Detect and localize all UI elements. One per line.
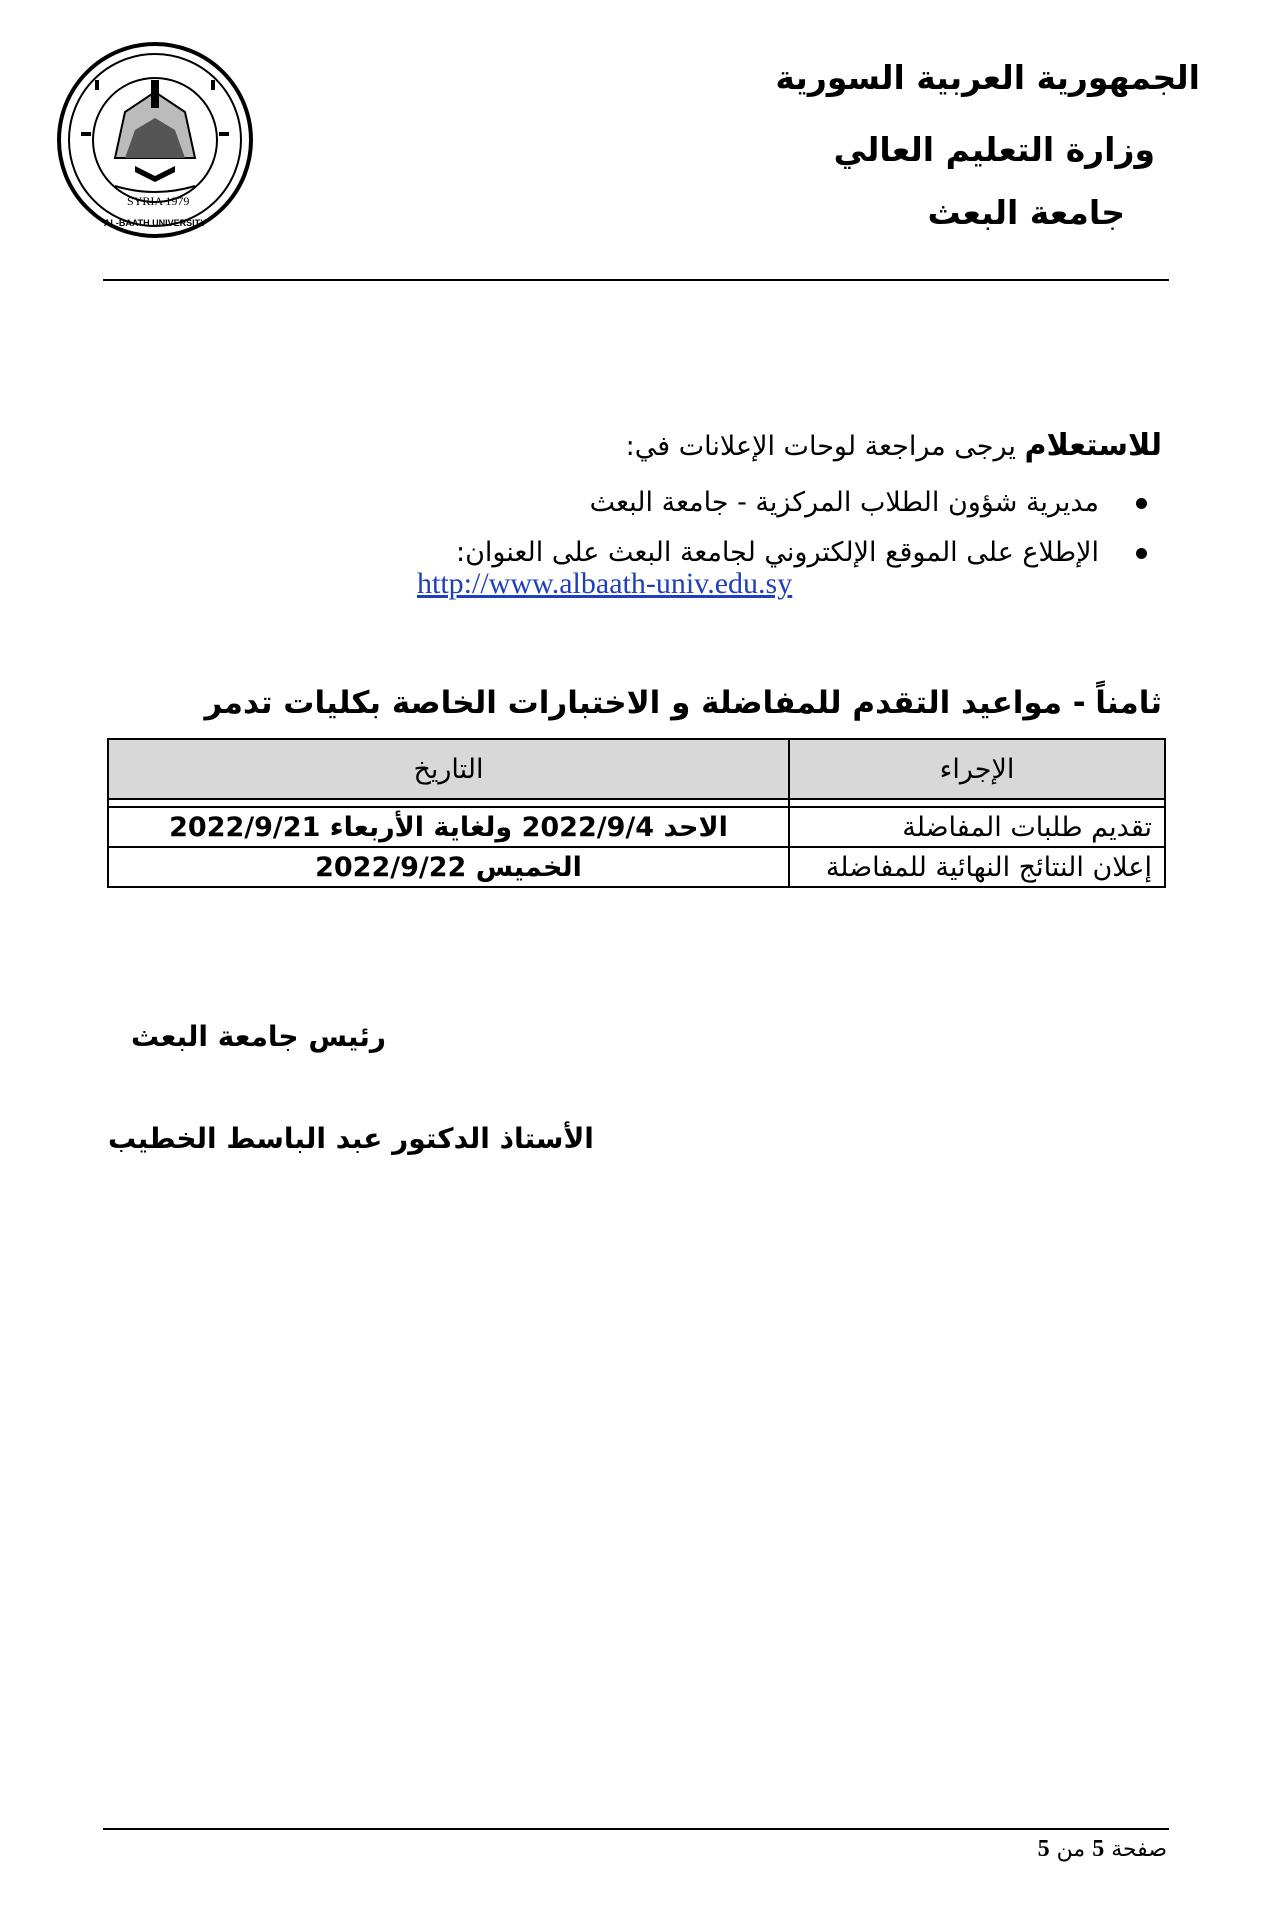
inquiry-lead: للاستعلام	[1024, 428, 1162, 463]
section-heading	[204, 685, 1162, 721]
date-cell: الاحد 2022/9/4 ولغاية الأربعاء 2022/9/21	[108, 807, 789, 847]
inquiry-item-text: مديرية شؤون الطلاب المركزية - جامعة البعث	[589, 487, 1099, 518]
footer-divider	[103, 1828, 1169, 1830]
column-header-date: التاريخ	[108, 739, 789, 799]
section-lead: ثامناً	[1095, 685, 1162, 721]
university-seal-icon	[55, 40, 255, 240]
header-divider	[103, 279, 1169, 281]
signature-name: الأستاذ الدكتور عبد الباسط الخطيب	[108, 1122, 594, 1155]
table-row	[108, 807, 1165, 847]
bullet-icon	[1136, 498, 1147, 509]
date-cell: الخميس 2022/9/22	[108, 847, 789, 887]
inquiry-line	[626, 428, 1162, 463]
header-ministry: وزارة التعليم العالي	[833, 130, 1155, 169]
header-country: الجمهورية العربية السورية	[775, 58, 1200, 97]
university-website-link[interactable]: http://www.albaath-univ.edu.sy	[417, 567, 793, 600]
page-total: 5	[1037, 1836, 1050, 1862]
seal-english-text: AL-BAATH UNIVERSITY	[103, 218, 207, 228]
seal-year-text: SYRIA 1979	[127, 194, 190, 208]
header-university: جامعة البعث	[927, 193, 1125, 232]
inquiry-item-text: الإطلاع على الموقع الإلكتروني لجامعة البعث على العنوان:	[455, 537, 1099, 568]
schedule-table	[107, 738, 1166, 888]
page-current: 5	[1092, 1836, 1105, 1862]
column-header-procedure: الإجراء	[789, 739, 1165, 799]
table-row	[108, 847, 1165, 887]
inquiry-text: يرجى مراجعة لوحات الإعلانات في:	[625, 431, 1016, 462]
procedure-cell: إعلان النتائج النهائية للمفاضلة	[789, 847, 1165, 887]
page-of-label: من	[1056, 1837, 1086, 1862]
section-title: - مواعيد التقدم للمفاضلة و الاختبارات الخاصة بكليات تدمر	[204, 685, 1086, 721]
bullet-icon	[1136, 548, 1147, 559]
table-gap	[108, 799, 1165, 807]
procedure-cell: تقديم طلبات المفاضلة	[789, 807, 1165, 847]
table-header-row	[108, 739, 1165, 799]
signature-title: رئيس جامعة البعث	[131, 1020, 386, 1053]
page-label: صفحة	[1111, 1837, 1167, 1862]
page-number	[1038, 1836, 1167, 1863]
inquiry-list	[456, 478, 1147, 578]
list-item	[456, 478, 1147, 528]
